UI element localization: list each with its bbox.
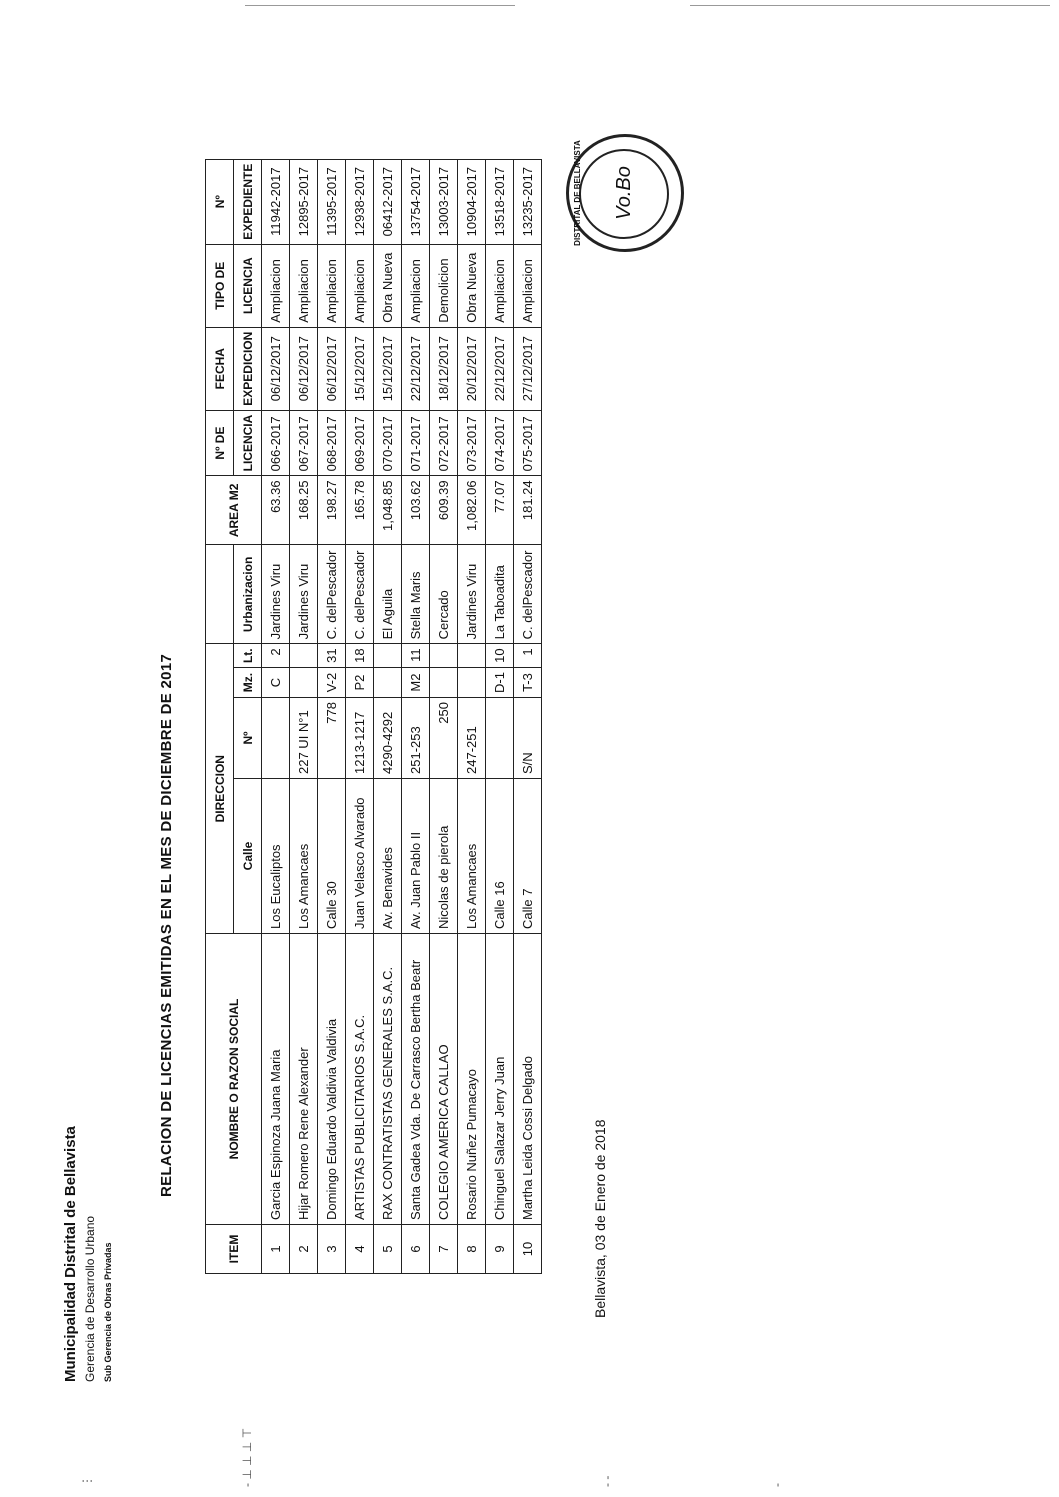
cell-fecha: 18/12/2017 [430,327,458,410]
cell-expediente: 06412-2017 [374,159,402,244]
cell-calle: Los Amancaes [290,779,318,934]
cell-urbanizacion: Jardines Viru [262,545,290,644]
cell-expediente: 10904-2017 [458,159,486,244]
cell-area: 181.24 [514,476,542,545]
cell-mz: D-1 [486,668,514,698]
cell-nombre: Martha Leida Cossi Delgado [514,934,542,1225]
cell-lt [430,644,458,668]
cell-nombre: Rosario Nuñez Pumacayo [458,934,486,1225]
header-nombre: NOMBRE O RAZON SOCIAL [206,934,262,1225]
cell-nombre: Chinguel Salazar Jerry Juan [486,934,514,1225]
cell-urbanizacion: La Taboadita [486,545,514,644]
cell-mz [290,668,318,698]
cell-expediente: 13518-2017 [486,159,514,244]
cell-calle: Av. Juan Pablo II [402,779,430,934]
cell-lt: 11 [402,644,430,668]
cell-urbanizacion: Jardines Viru [458,545,486,644]
cell-fecha: 06/12/2017 [318,327,346,410]
cell-fecha: 20/12/2017 [458,327,486,410]
cell-lt: 18 [346,644,374,668]
header-mz: Mz. [234,668,262,698]
cell-tipo: Ampliacion [318,244,346,327]
cell-licencia: 074-2017 [486,410,514,476]
header-numero: Nº [234,698,262,779]
cell-fecha: 06/12/2017 [262,327,290,410]
cell-fecha: 15/12/2017 [346,327,374,410]
cell-expediente: 12938-2017 [346,159,374,244]
cell-calle: Nicolas de pierola [430,779,458,934]
cell-numero [262,698,290,779]
cell-item: 6 [402,1225,430,1274]
header-tipo-1: TIPO DE [206,244,234,327]
cell-tipo: Obra Nueva [458,244,486,327]
table-row [374,159,402,1273]
cell-nombre: Hijar Romero Rene Alexander [290,934,318,1225]
cell-licencia: 073-2017 [458,410,486,476]
table-row [290,159,318,1273]
cell-calle: Los Amancaes [458,779,486,934]
cell-nombre: Domingo Eduardo Valdivia Valdivia [318,934,346,1225]
cell-item: 3 [318,1225,346,1274]
licenses-table [205,159,542,1274]
municipal-seal [566,134,684,252]
cell-urbanizacion: Stella Maris [402,545,430,644]
cell-expediente: 13235-2017 [514,159,542,244]
seal-text: DISTRITAL DE BELLAVISTA [573,140,582,246]
cell-licencia: 066-2017 [262,410,290,476]
place-date: Bellavista, 03 de Enero de 2018 [592,1119,608,1318]
cell-nombre: COLEGIO AMERICA CALLAO [430,934,458,1225]
cell-licencia: 068-2017 [318,410,346,476]
cell-lt [374,644,402,668]
table-row [346,159,374,1273]
cell-numero: 250 [430,698,458,779]
cell-expediente: 11942-2017 [262,159,290,244]
cell-calle: Av. Benavides [374,779,402,934]
header-area: AREA M2 [206,476,262,545]
margin-mark: - [770,1483,784,1487]
table-row [458,159,486,1273]
cell-licencia: 072-2017 [430,410,458,476]
header-fecha-2: EXPEDICION [234,327,262,410]
cell-item: 1 [262,1225,290,1274]
cell-fecha: 15/12/2017 [374,327,402,410]
cell-mz [430,668,458,698]
cell-item: 8 [458,1225,486,1274]
cell-urbanizacion: Cercado [430,545,458,644]
cell-licencia: 070-2017 [374,410,402,476]
cell-numero: 4290-4292 [374,698,402,779]
document-title: RELACION DE LICENCIAS EMITIDAS EN EL MES DE DICIEMBRE DE 2017 [158,653,175,1197]
cell-nombre: RAX CONTRATISTAS GENERALES S.A.C. [374,934,402,1225]
cell-item: 2 [290,1225,318,1274]
cell-fecha: 22/12/2017 [486,327,514,410]
cell-expediente: 11395-2017 [318,159,346,244]
header-urbanizacion: Urbanizacion [234,545,262,644]
cell-tipo: Ampliacion [514,244,542,327]
cell-lt: 10 [486,644,514,668]
header-item: ITEM [206,1225,262,1274]
header-direccion: DIRECCION [206,644,234,934]
cell-item: 7 [430,1225,458,1274]
cell-calle: Calle 16 [486,779,514,934]
cell-urbanizacion: El Aguila [374,545,402,644]
department-name: Gerencia de Desarrollo Urbano [83,1215,97,1382]
header-licencia-1: Nº DE [206,410,234,476]
cell-item: 9 [486,1225,514,1274]
cell-expediente: 13754-2017 [402,159,430,244]
cell-urbanizacion: C. delPescador [318,545,346,644]
cell-licencia: 071-2017 [402,410,430,476]
cell-lt: 2 [262,644,290,668]
organization-header [62,1126,113,1382]
cell-numero: 778 [318,698,346,779]
cell-calle: Los Eucaliptos [262,779,290,934]
cell-calle: Calle 7 [514,779,542,934]
cell-tipo: Obra Nueva [374,244,402,327]
cell-urbanizacion: C. delPescador [346,545,374,644]
margin-mark: - ⊥ ⊥ ⊥ ⊤ [240,1427,254,1487]
cell-nombre: ARTISTAS PUBLICITARIOS S.A.C. [346,934,374,1225]
header-licencia-2: LICENCIA [234,410,262,476]
table-row [262,159,290,1273]
header-expediente-1: Nº [206,159,234,244]
cell-tipo: Ampliacion [486,244,514,327]
cell-nombre: Garcia Espinoza Juana Maria [262,934,290,1225]
table-row [402,159,430,1273]
cell-urbanizacion: C. delPescador [514,545,542,644]
cell-area: 1,082.06 [458,476,486,545]
header-lt: Lt. [234,644,262,668]
cell-area: 198.27 [318,476,346,545]
sub-department-name: Sub Gerencia de Obras Privadas [103,1242,113,1382]
cell-licencia: 069-2017 [346,410,374,476]
seal-signature: Vo.Bo [613,166,635,220]
cell-fecha: 27/12/2017 [514,327,542,410]
cell-numero: 227 UI N°1 [290,698,318,779]
cell-area: 63.36 [262,476,290,545]
cell-item: 10 [514,1225,542,1274]
margin-mark: - - [600,1475,614,1487]
cell-numero: 251-253 [402,698,430,779]
cell-calle: Calle 30 [318,779,346,934]
cell-licencia: 067-2017 [290,410,318,476]
header-blank [206,545,234,644]
cell-numero: 1213-1217 [346,698,374,779]
cell-item: 5 [374,1225,402,1274]
cell-tipo: Ampliacion [402,244,430,327]
cell-tipo: Ampliacion [290,244,318,327]
cell-tipo: Demolicion [430,244,458,327]
margin-mark: ⋮ [80,1475,94,1487]
cell-fecha: 22/12/2017 [402,327,430,410]
cell-mz: C [262,668,290,698]
header-expediente-2: EXPEDIENTE [234,159,262,244]
cell-mz [458,668,486,698]
table-row [486,159,514,1273]
cell-lt [458,644,486,668]
table-row [514,159,542,1273]
cell-area: 165.78 [346,476,374,545]
header-calle: Calle [234,779,262,934]
cell-expediente: 13003-2017 [430,159,458,244]
cell-calle: Juan Velasco Alvarado [346,779,374,934]
cell-numero: S/N [514,698,542,779]
cell-urbanizacion: Jardines Viru [290,545,318,644]
cell-area: 168.25 [290,476,318,545]
cell-mz [374,668,402,698]
cell-numero [486,698,514,779]
cell-licencia: 075-2017 [514,410,542,476]
cell-lt: 31 [318,644,346,668]
cell-area: 609.39 [430,476,458,545]
cell-lt [290,644,318,668]
cell-mz: P2 [346,668,374,698]
cell-area: 77.07 [486,476,514,545]
cell-expediente: 12895-2017 [290,159,318,244]
cell-mz: V-2 [318,668,346,698]
header-fecha-1: FECHA [206,327,234,410]
cell-area: 1,048.85 [374,476,402,545]
table-row [318,159,346,1273]
cell-area: 103.62 [402,476,430,545]
cell-mz: T-3 [514,668,542,698]
cell-lt: 1 [514,644,542,668]
cell-tipo: Ampliacion [262,244,290,327]
table-row [430,159,458,1273]
header-tipo-2: LICENCIA [234,244,262,327]
cell-numero: 247-251 [458,698,486,779]
cell-item: 4 [346,1225,374,1274]
cell-mz: M2 [402,668,430,698]
cell-fecha: 06/12/2017 [290,327,318,410]
cell-tipo: Ampliacion [346,244,374,327]
org-name: Municipalidad Distrital de Bellavista [62,1126,79,1382]
cell-nombre: Santa Gadea Vda. De Carrasco Bertha Beatr [402,934,430,1225]
